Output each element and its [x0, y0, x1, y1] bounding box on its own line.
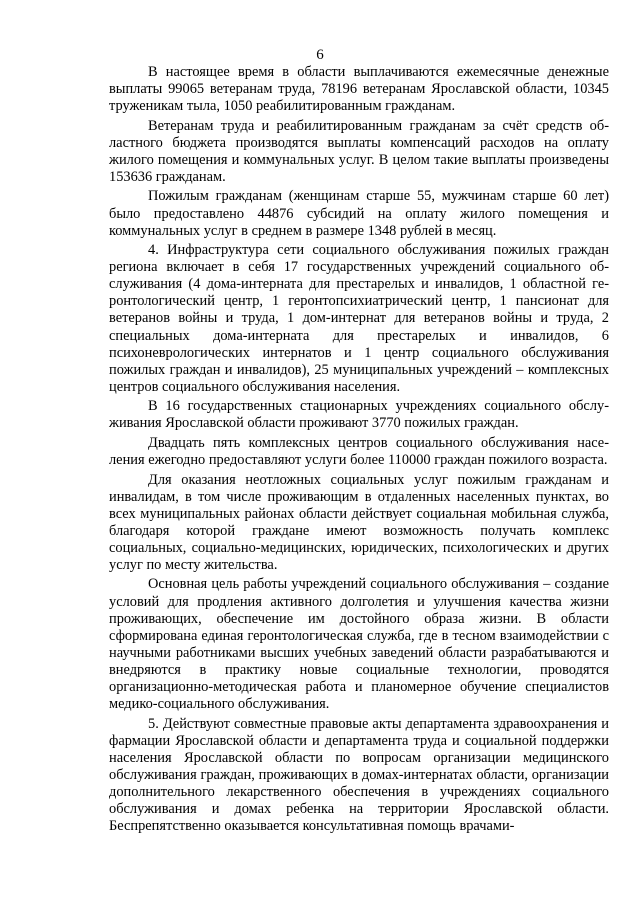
paragraph-complex-centers: Двадцать пять комплексных центров социального обслуживания населения ежегодно предоставляют услуги более 110000 граждан пожилого возраста. [109, 434, 609, 469]
paragraph-mobile-service: Для оказания неотложных социальных услуг пожилым гражданам и инвалидам, в том числе проживающим в отдаленных населенных пунктах, во всех муниципальных районах области действует социальная мобильная служба, благодаря которой граждане имеют возможность получать комплекс социальных, социально-медицинских, юридических, психологических и других услуг по месту жительства. [109, 471, 609, 573]
paragraph-compensation-payments: Ветеранам труда и реабилитированным гражданам за счёт средств областного бюджета производятся выплаты компенсаций расходов на оплату жилого помещения и коммунальных услуг. В целом такие выплаты произведены 153636 гражданам. [109, 117, 609, 185]
paragraph-legal-acts: 5. Действуют совместные правовые акты департамента здравоохранения и фармации Ярославской области и департамента труда и социальной поддержки населения Ярославской области по вопросам организации медицинского обслуживания граждан, проживающих в домах-интернатах области, организации дополнительного лекарственного обеспечения в учреждениях социального обслуживания и домах ребенка на территории Ярославской области. Беспрепятственно оказывается консультативная помощь врачами- [109, 715, 609, 835]
page-number: 6 [316, 47, 324, 63]
paragraph-stationary-institutions: В 16 государственных стационарных учреждениях социального обслуживания Ярославской области проживают 3770 пожилых граждан. [109, 398, 609, 432]
paragraph-monthly-payments: В настоящее время в области выплачиваются ежемесячные денежные выплаты 99065 ветеранам труда, 78196 ветеранам Ярославской области, 10345 труженикам тыла, 1050 реабилитированным гражданам. [109, 64, 609, 115]
paragraph-main-goal: Основная цель работы учреждений социального обслуживания – создание условий для продления активного долголетия и улучшения качества жизни проживающих, обеспечение им достойного образа жизни. В области сформирована единая геронтологическая служба, где в тесном взаимодействии с научными работниками высших учебных заведений области разрабатываются и внедряются в практику новые социальные технологии, проводятся организационно-методическая работа и планомерное обучение специалистов медико-социального обслуживания. [109, 576, 609, 713]
document-body [109, 64, 609, 838]
paragraph-housing-subsidies: Пожилым гражданам (женщинам старше 55, мужчинам старше 60 лет) было предоставлено 44876 субсидий на оплату жилого помещения и коммунальных услуг в среднем в размере 1348 рублей в месяц. [109, 188, 609, 239]
paragraph-infrastructure: 4. Инфраструктура сети социального обслуживания пожилых граждан региона включает в себя 17 государственных учреждений социального обслуживания (4 дома-интерната для престарелых и инвалидов, 1 областной геронтологический центр, 1 геронтопсихиатрический центр, 1 пансионат для ветеранов войны и труда, 1 дом-интернат для ветеранов войны и труда, 2 специальных дома-интерната для престарелых и инвалидов, 6 психоневрологических интернатов и 1 центр социального обслуживания пожилых граждан и инвалидов), 25 муниципальных учреждений – комплексных центров социального обслуживания населения. [109, 242, 609, 395]
